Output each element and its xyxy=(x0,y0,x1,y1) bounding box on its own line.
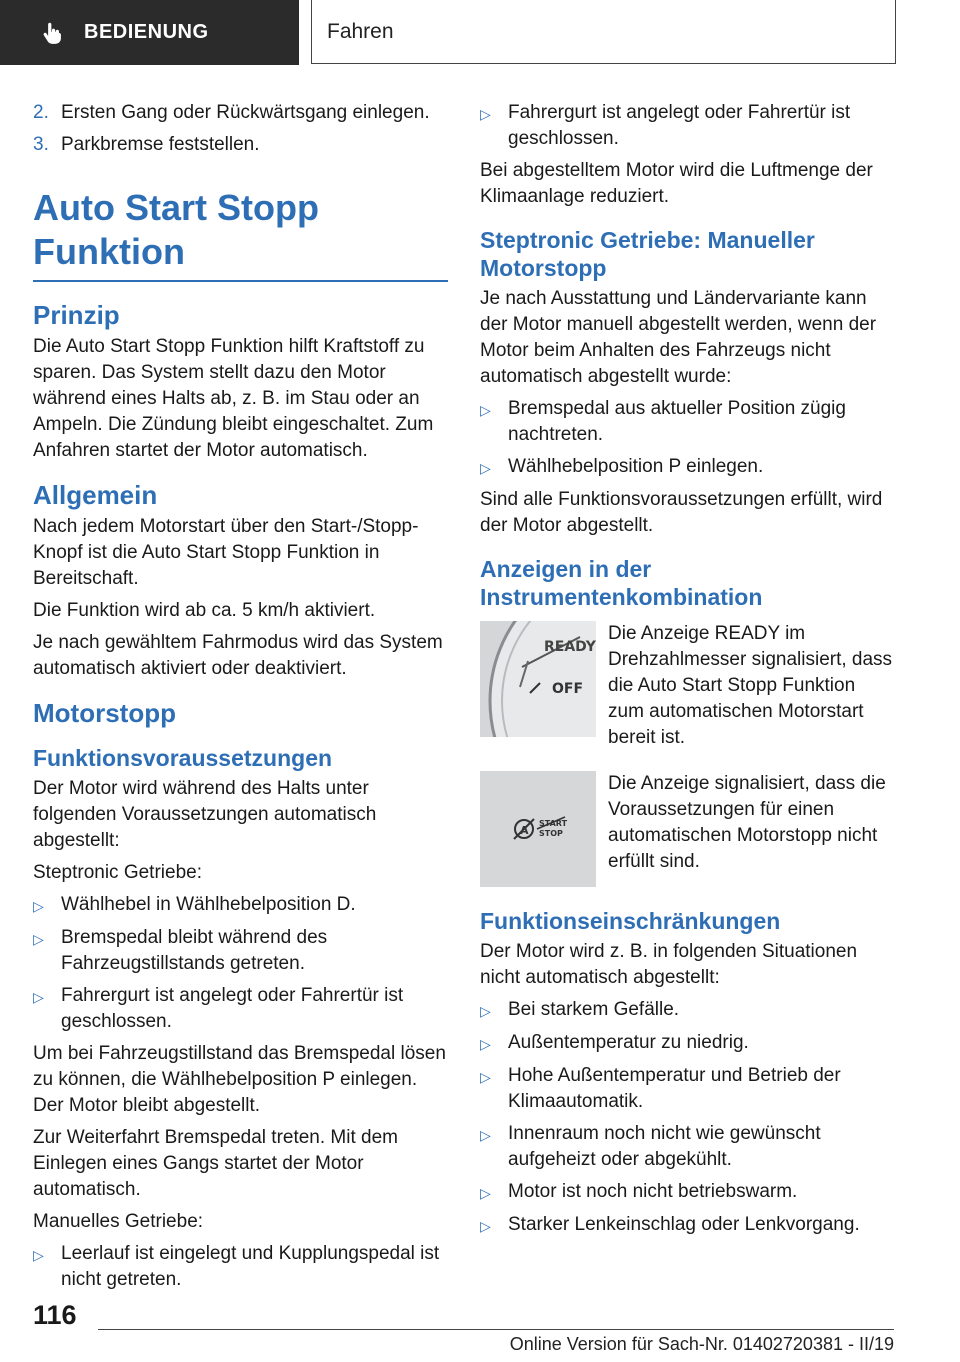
hand-pointer-icon xyxy=(40,20,66,46)
paragraph: Steptronic Getriebe: xyxy=(33,862,202,883)
list-item xyxy=(480,100,895,152)
stop-label: STOP xyxy=(539,829,563,838)
footer-online-version: Online Version für Sach-Nr. 01402720381 - II/19 xyxy=(509,1334,894,1354)
list-item-text: Fahrergurt ist angelegt oder Fahrertür ist geschlossen. xyxy=(61,985,404,1032)
step-item xyxy=(33,132,448,158)
paragraph: Um bei Fahrzeugstillstand das Bremspedal lösen zu können, die Wählhebelposition P einlegen. Der Motor bleibt abgestellt. xyxy=(33,1043,446,1116)
paragraph: Die Auto Start Stopp Funktion hilft Kraftstoff zu sparen. Das System stellt dazu den Motor während eines Halts ab, z. B. im Stau oder an Ampeln. Die Zündung bleibt eingeschaltet. Zum Anfahren startet der Motor automatisch. xyxy=(33,336,434,461)
step-item xyxy=(33,100,448,126)
list-item xyxy=(480,454,895,481)
step-number: 3. xyxy=(33,134,49,155)
paragraph: Die Funktion wird ab ca. 5 km/h aktiviert. xyxy=(33,600,376,621)
heading-allgemein: Allgemein xyxy=(33,480,158,510)
list-item-text: Innenraum noch nicht wie gewünscht aufgeheizt oder abgekühlt. xyxy=(508,1123,821,1170)
list-item-text: Bei starkem Gefälle. xyxy=(508,999,680,1020)
list-item xyxy=(480,997,895,1024)
list-item xyxy=(480,1212,895,1239)
list-item-text: Wählhebelposition P einlegen. xyxy=(508,456,764,477)
paragraph: Je nach gewähltem Fahrmodus wird das System automatisch aktiviert oder deaktiviert. xyxy=(33,632,443,679)
list-item xyxy=(480,1179,895,1206)
paragraph: Zur Weiterfahrt Bremspedal treten. Mit dem Einlegen eines Gangs startet der Motor automatisch. xyxy=(33,1127,398,1200)
list-item xyxy=(33,892,448,919)
list-item xyxy=(480,1030,895,1057)
heading-funktionsvoraussetzungen: Funktionsvoraussetzungen xyxy=(33,745,333,771)
list-item xyxy=(33,925,448,977)
list-item xyxy=(480,1063,895,1115)
list-item xyxy=(33,983,448,1035)
triangle-bullet-icon: ▷ xyxy=(480,1185,491,1201)
header-chapter-box xyxy=(311,0,896,64)
list-item xyxy=(480,396,895,448)
list-item-text: Motor ist noch nicht betriebswarm. xyxy=(508,1181,798,1202)
triangle-bullet-icon: ▷ xyxy=(480,1218,491,1234)
heading-funktionseinschraenkungen: Funktionseinschränkungen xyxy=(480,908,781,934)
list-item-text: Wählhebel in Wählhebelposition D. xyxy=(61,894,356,915)
figure-caption: Die Anzeige READY im Drehzahlmesser signalisiert, dass die Auto Start Stopp Funktion zum automatischen Motorstart bereit ist. xyxy=(608,623,893,748)
svg-text:A: A xyxy=(520,824,529,837)
triangle-bullet-icon: ▷ xyxy=(480,402,491,418)
step-text: Parkbremse feststellen. xyxy=(61,134,260,155)
heading-motorstopp: Motorstopp xyxy=(33,698,176,728)
ready-label: READY xyxy=(544,639,596,655)
triangle-bullet-icon: ▷ xyxy=(33,1247,44,1263)
triangle-bullet-icon: ▷ xyxy=(33,989,44,1005)
heading-steptronic-manual-stop: Steptronic Getriebe: Manueller Motorstopp xyxy=(480,227,815,281)
list-item-text: Fahrergurt ist angelegt oder Fahrertür ist geschlossen. xyxy=(508,102,851,149)
paragraph: Bei abgestelltem Motor wird die Luftmenge der Klimaanlage reduziert. xyxy=(480,160,873,207)
figure-auto-start-stop xyxy=(480,771,895,887)
start-label: START xyxy=(539,819,568,828)
heading-prinzip: Prinzip xyxy=(33,300,120,330)
step-number: 2. xyxy=(33,102,49,123)
list-item-text: Hohe Außentemperatur und Betrieb der Klimaautomatik. xyxy=(508,1065,841,1112)
paragraph: Der Motor wird während des Halts unter folgenden Voraussetzungen automatisch abgestellt: xyxy=(33,778,377,851)
triangle-bullet-icon: ▷ xyxy=(480,106,491,122)
auto-start-stop-indicator-image xyxy=(480,771,596,887)
paragraph: Je nach Ausstattung und Ländervariante kann der Motor manuell abgestellt werden, wenn der Motor beim Anhalten des Fahrzeugs nicht automatisch abgestellt wurde: xyxy=(480,288,877,387)
section-label: BEDIENUNG xyxy=(84,21,209,43)
triangle-bullet-icon: ▷ xyxy=(480,1003,491,1019)
list-item-text: Außentemperatur zu niedrig. xyxy=(508,1032,749,1053)
list-item-text: Leerlauf ist eingelegt und Kupplungspedal ist nicht getreten. xyxy=(61,1243,440,1290)
left-column xyxy=(33,100,448,1299)
list-item xyxy=(33,1241,448,1293)
list-item-text: Bremspedal bleibt während des Fahrzeugstillstands getreten. xyxy=(61,927,328,974)
right-column xyxy=(480,100,895,1245)
heading-anzeigen: Anzeigen in der Instrumentenkombination xyxy=(480,556,763,610)
triangle-bullet-icon: ▷ xyxy=(480,460,491,476)
triangle-bullet-icon: ▷ xyxy=(33,898,44,914)
paragraph: Nach jedem Motorstart über den Start-/Stopp-Knopf ist die Auto Start Stopp Funktion in Bereitschaft. xyxy=(33,516,419,589)
off-label: OFF xyxy=(552,681,584,697)
list-item-text: Bremspedal aus aktueller Position zügig nachtreten. xyxy=(508,398,846,445)
triangle-bullet-icon: ▷ xyxy=(480,1069,491,1085)
paragraph: Sind alle Funktionsvoraussetzungen erfüllt, wird der Motor abgestellt. xyxy=(480,489,883,536)
list-item xyxy=(480,1121,895,1173)
figure-ready xyxy=(480,621,895,751)
paragraph: Manuelles Getriebe: xyxy=(33,1211,204,1232)
step-text: Ersten Gang oder Rückwärtsgang einlegen. xyxy=(61,102,430,123)
page-number: 116 xyxy=(33,1300,77,1330)
triangle-bullet-icon: ▷ xyxy=(480,1127,491,1143)
header-section-tab xyxy=(0,0,299,65)
triangle-bullet-icon: ▷ xyxy=(33,931,44,947)
list-item-text: Starker Lenkeinschlag oder Lenkvorgang. xyxy=(508,1214,860,1235)
chapter-label: Fahren xyxy=(327,19,394,43)
triangle-bullet-icon: ▷ xyxy=(480,1036,491,1052)
tachometer-ready-image xyxy=(480,621,596,737)
figure-caption: Die Anzeige signalisiert, dass die Voraussetzungen für einen automatischen Motorstopp nicht erfüllt sind. xyxy=(608,773,886,872)
footer-divider xyxy=(98,1329,894,1330)
paragraph: Der Motor wird z. B. in folgenden Situationen nicht automatisch abgestellt: xyxy=(480,941,858,988)
page-title: Auto Start Stopp Funktion xyxy=(33,186,448,282)
